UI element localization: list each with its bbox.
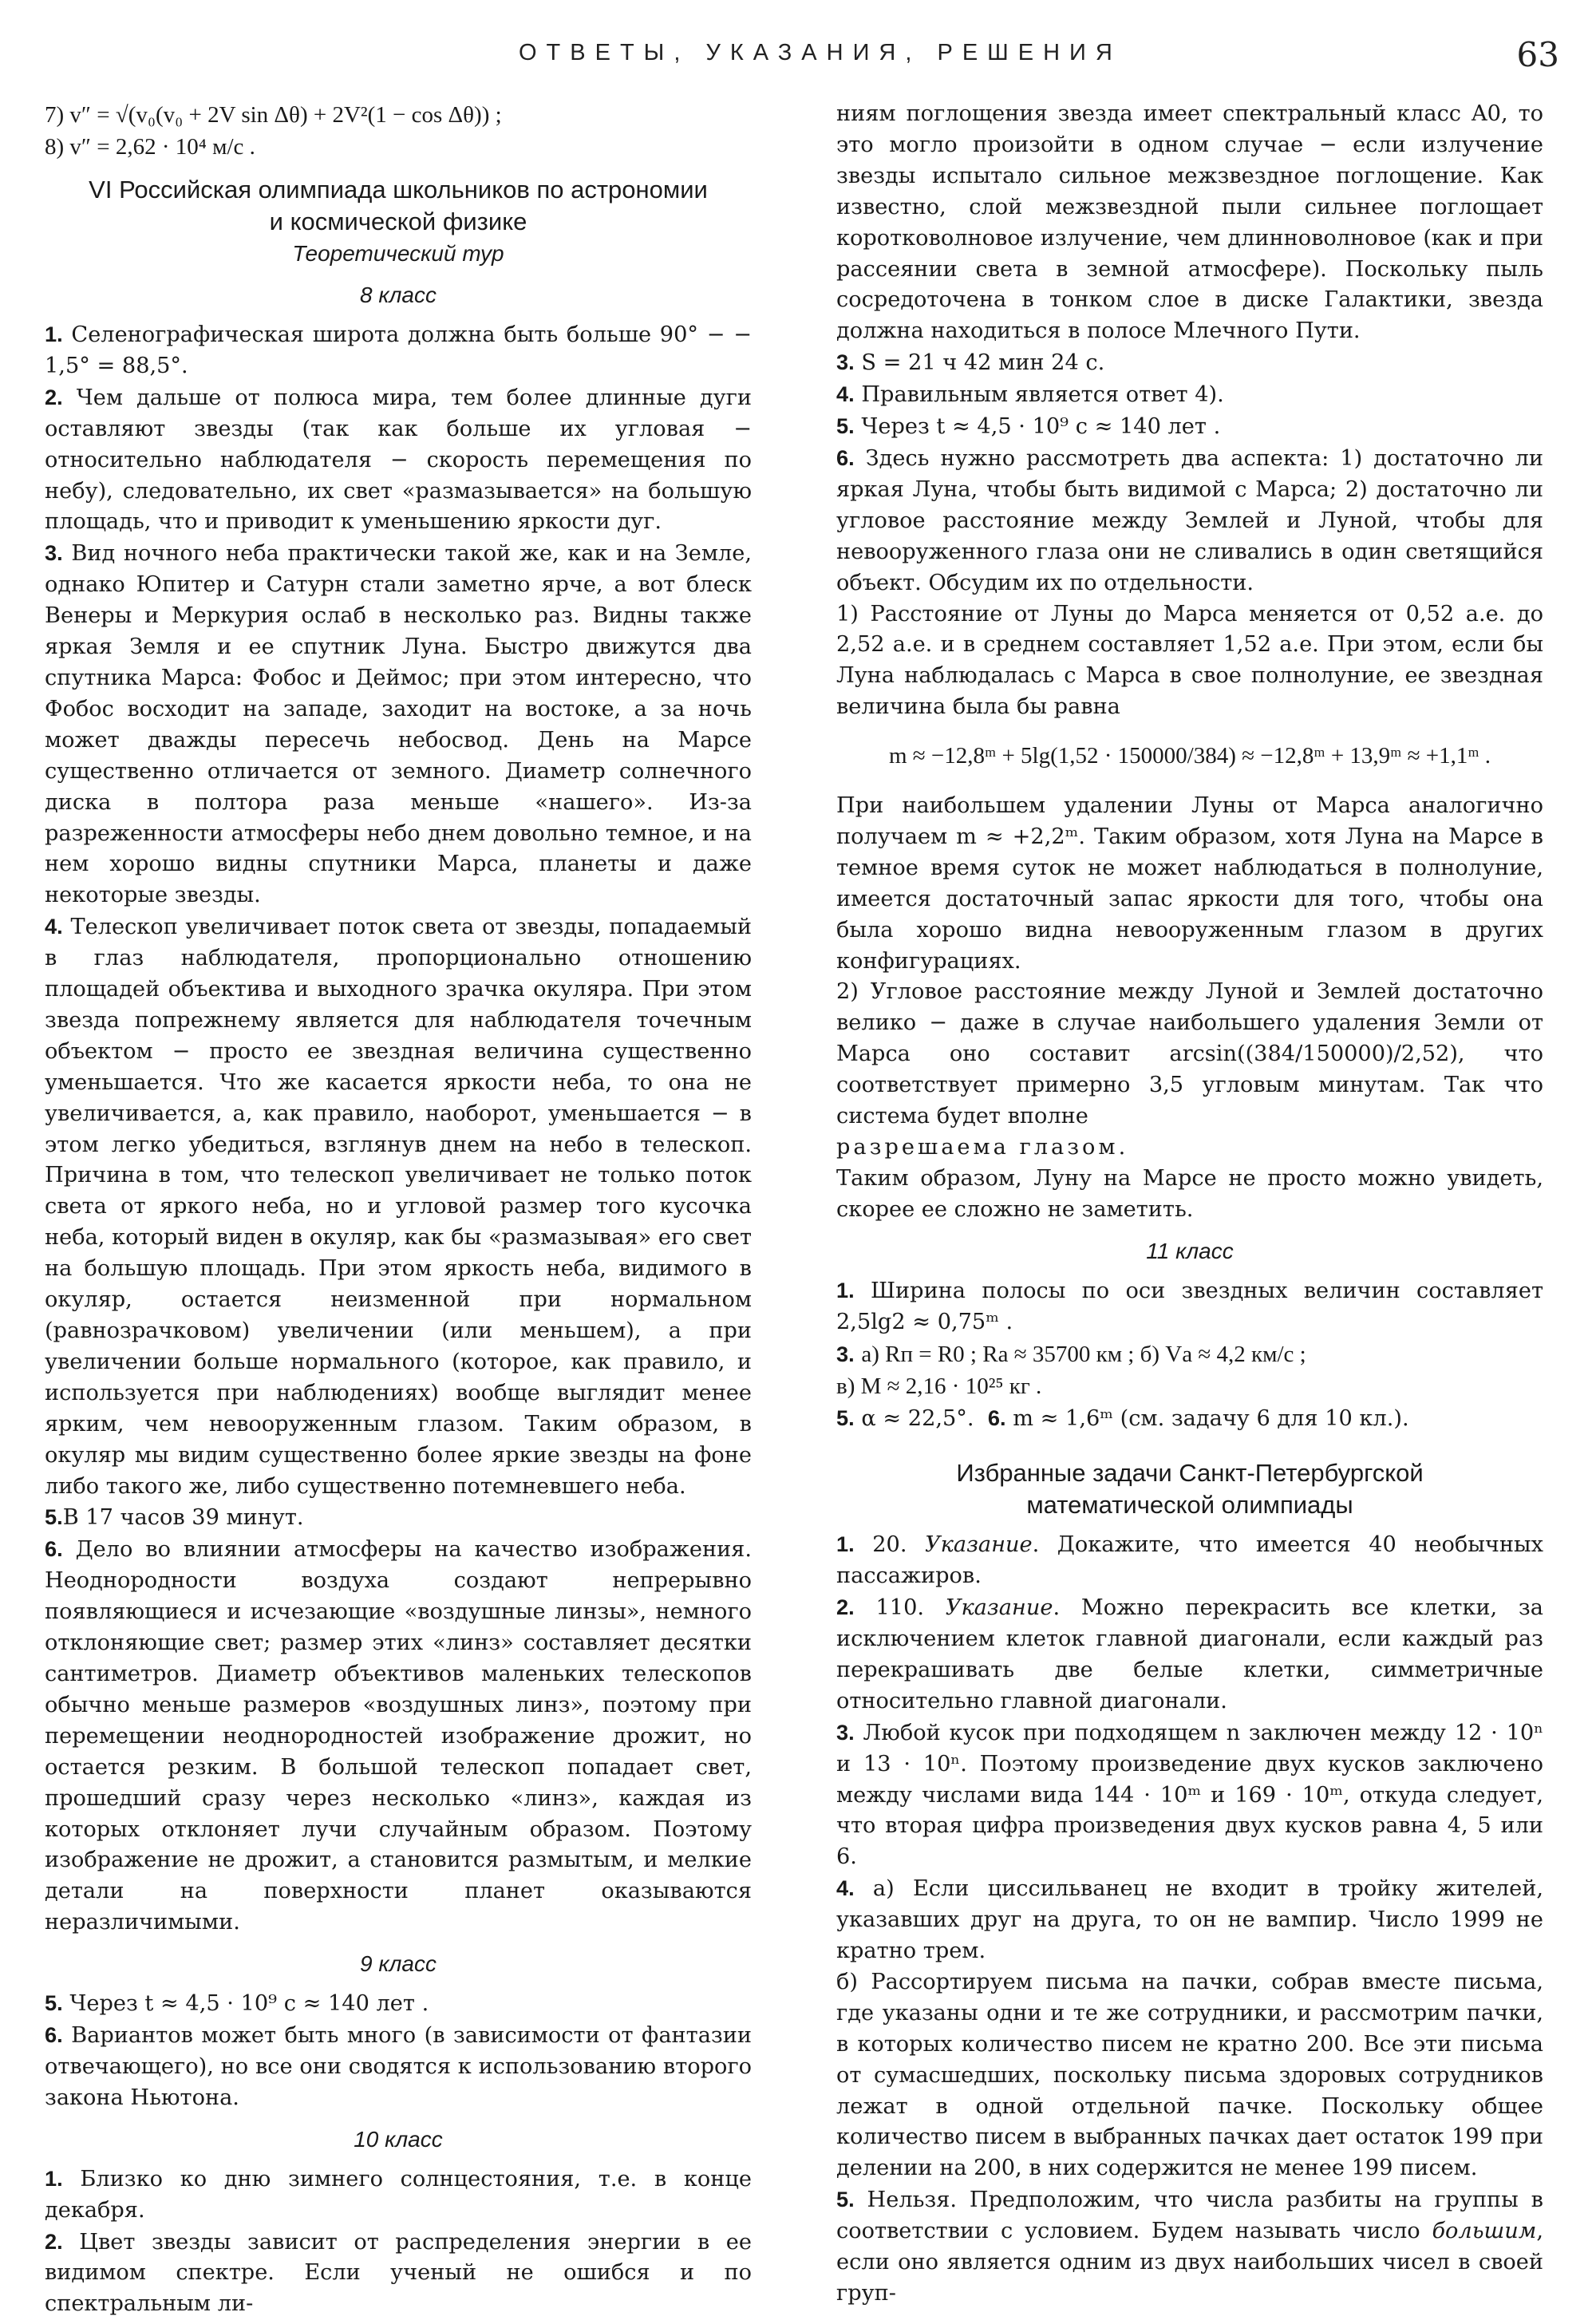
- section-title-2-line-2: математической олимпиады: [1026, 1491, 1353, 1520]
- answer-10-6-conclusion: Таким образом, Луну на Марсе не просто можно увидеть, скорее ее сложно не заметить.: [836, 1165, 1543, 1222]
- answer-number: 5.: [836, 2187, 855, 2212]
- hint-label: Указание: [945, 1595, 1053, 1621]
- answer-8-1: [45, 319, 752, 382]
- right-column: [836, 99, 1543, 2310]
- grade-heading-8: 8 класс: [360, 283, 437, 307]
- answer-number: 3.: [836, 350, 855, 375]
- answer-text: α ≈ 22,5°.: [861, 1406, 974, 1432]
- answer-text: Селенографическая широта должна быть больше 90° − − 1,5° = 88,5°.: [45, 322, 752, 378]
- problem-4: [836, 1873, 1543, 1967]
- answer-text: . Можно перекрасить все клетки, за исключением клеток главной диагонали, если каждый раз перекрашивать две белые клетки, симметричные относительно главной диагонали.: [836, 1595, 1543, 1713]
- grade-heading-9: 9 класс: [360, 1951, 437, 1977]
- answer-text-spaced: разрешаема глазом.: [836, 1135, 1129, 1160]
- answer-text: , если оно является одним из двух наибольших чисел в своей груп-: [836, 2219, 1543, 2306]
- answer-10-6-part-1: 1) Расстояние от Луны до Марса меняется от 0,52 а.е. до 2,52 а.е. и в среднем составляет 1,52 а.е. При этом, если бы Луна наблюдалась с Марса в свое полнолуние, ее звездная величина была бы равна: [836, 601, 1543, 720]
- answer-number: 3.: [836, 1719, 855, 1745]
- problem-4-b: б) Рассортируем письма на пачки, собрав вместе письма, где указаны одни и те же сотрудники, и рассмотрим пачки, в которых количество писем не кратно 200. Все эти письма от сумасшедших, поскольку письма здоровых сотрудников лежат в одной отдельной пачке. Поскольку общее количество писем в выбранных пачках дает остаток 199 при делении на 200, в них содержится не менее 199 писем.: [836, 1969, 1543, 2181]
- formula-magnitude: m ≈ −12,8ᵐ + 5lg(1,52 · 150000/384) ≈ −12,8ᵐ + 13,9ᵐ ≈ +1,1ᵐ .: [888, 743, 1491, 769]
- answer-number: 5.: [836, 1405, 855, 1431]
- answer-10-4: [836, 379, 1543, 411]
- answer-number: 6.: [45, 2022, 63, 2048]
- answer-number: 3.: [45, 540, 63, 566]
- answer-10-1: [45, 2164, 752, 2227]
- answer-10-6-part-2: [836, 977, 1543, 1163]
- answer-text: . Докажите, что имеется 40 необычных пассажиров.: [836, 1532, 1543, 1589]
- answer-value: 110.: [875, 1595, 925, 1621]
- answer-text: 2) Угловое расстояние между Луной и Землей достаточно велико − даже в случае наибольшего удаления Земли от Марса оно составит arcsin((384/150000)/2,52), что соответствует примерно 3,5 угловым минутам. Так что система будет вполне: [836, 979, 1543, 1129]
- answer-number: 6.: [45, 1536, 63, 1562]
- answer-10-6-part-1-cont: При наибольшем удалении Луны от Марса аналогично получаем m ≈ +2,2ᵐ. Таким образом, хотя Луна на Марсе в темное время суток не может наблюдаться в полнолуние, имеется достаточный запас яркости для того, чтобы она была хорошо видна невооруженным глазом в других конфигурациях.: [836, 793, 1543, 974]
- answer-value: 20.: [872, 1532, 907, 1558]
- section-title-line-2: и космической физике: [269, 207, 527, 235]
- problem-1: [836, 1529, 1543, 1592]
- answer-8-6: [45, 1534, 752, 1939]
- answer-number: 1.: [836, 1532, 855, 1557]
- answer-text: Вариантов может быть много (в зависимости от фантазии отвечающего), но все они сводятся к использованию второго закона Ньютона.: [45, 2023, 752, 2110]
- answer-10-5: [836, 411, 1543, 443]
- answer-text: Цвет звезды зависит от распределения энергии в ее видимом спектре. Если ученый не ошибся и по спектральным ли-: [45, 2229, 752, 2317]
- answer-8-5: [45, 1502, 752, 1534]
- answer-10-3: [836, 347, 1543, 379]
- answer-text: Ширина полосы по оси звездных величин составляет 2,5lg2 ≈ 0,75ᵐ .: [836, 1278, 1543, 1334]
- answer-text: Через t ≈ 4,5 · 10⁹ с ≈ 140 лет .: [69, 1991, 429, 2017]
- answer-number: 1.: [45, 2165, 63, 2191]
- answer-number: 4.: [836, 381, 855, 407]
- answer-number: 2.: [45, 384, 63, 409]
- answer-text: Близко ко дню зимнего солнцестояния, т.е. в конце декабря.: [45, 2166, 752, 2223]
- formula-8: 8) v″ = 2,62 · 10⁴ м/с .: [45, 134, 255, 160]
- answer-text: Правильным является ответ 4).: [861, 382, 1224, 408]
- answer-text: Здесь нужно рассмотреть два аспекта: 1) достаточно ли яркая Луна, чтобы быть видимой с Марса; 2) достаточно ли угловое расстояние между Землей и Луной, чтобы для невооруженного глаза они не сливались в один светящийся объект. Обсудим их по отдельности.: [836, 445, 1543, 595]
- answer-text: m ≈ 1,6ᵐ (см. задачу 6 для 10 кл.).: [1013, 1406, 1409, 1432]
- page-number: 63: [1516, 35, 1559, 74]
- problem-3: [836, 1717, 1543, 1874]
- section-title: [45, 174, 752, 238]
- answer-text: Телескоп увеличивает поток света от звезды, попадаемый в глаз наблюдателя, пропорционально отношению площадей объектива и выходного зрачка окуляра. При этом звезда попрежнему является для наблюдателя точечным объектом − просто ее звездная величина существенно уменьшается. Что же касается яркости неба, то она не увеличивается, а, как правило, наоборот, уменьшается − в этом легко убедиться, взглянув днем на небо в телескоп. Причина в том, что телескоп увеличивает не только поток света от яркого неба, но и угловой размер того кусочка неба, который виден в окуляр, как бы «размазывая» его свет на большую площадь. При этом яркость неба, видимого в окуляр, остается неизменной при нормальном (равнозрачковом) увеличении (или меньшем), а при увеличении больше нормального (которое, как правило, и используется при наблюдениях) вообще выглядит менее ярким, чем невооруженным глазом. Таким образом, в окуляр мы видим существенно более яркие звезды на фоне либо такого же, либо существенно потемневшего неба.: [45, 915, 752, 1499]
- answer-8-4: [45, 911, 752, 1502]
- problem-2: [836, 1592, 1543, 1717]
- answer-number: 5.: [45, 1990, 63, 2016]
- answer-text: Через t ≈ 4,5 · 10⁹ с ≈ 140 лет .: [861, 414, 1221, 440]
- answer-text: В 17 часов 39 минут.: [62, 1505, 304, 1531]
- answer-10-6: [836, 443, 1543, 599]
- answer-text: а) Rп = R0 ; Rа ≈ 35700 км ; б) Vа ≈ 4,2 км/с ;: [861, 1341, 1306, 1367]
- answer-number: 4.: [836, 1875, 855, 1901]
- answer-number: 6.: [836, 445, 855, 470]
- answer-8-3: [45, 538, 752, 911]
- answer-number: 6.: [987, 1405, 1006, 1431]
- section-title-line-1: VI Российская олимпиада школьников по астрономии: [89, 176, 708, 204]
- answer-number: 3.: [836, 1341, 855, 1366]
- answer-11-1: [836, 1275, 1543, 1338]
- answer-number: 4.: [45, 914, 63, 939]
- formula-7: 7) v″ = √(v₀(v₀ + 2V sin Δθ) + 2V²(1 − cos Δθ)) ;: [45, 102, 502, 128]
- answer-number: 5.: [836, 413, 855, 439]
- answer-11-3: [836, 1338, 1543, 1404]
- answer-text: Чем дальше от полюса мира, тем более длинные дуги оставляют звезды (так как больше их угловая − относительно наблюдателя − скорость перемещения по небу), следовательно, их свет «размазывается» на большую площадь, что и приводит к уменьшению яркости дуг.: [45, 385, 752, 535]
- section-subtitle: Теоретический тур: [292, 241, 504, 266]
- section-title-2: [836, 1457, 1543, 1521]
- answer-text: Дело во влиянии атмосферы на качество изображения. Неоднородности воздуха создают непрерывно появляющиеся и исчезающие «воздушные линзы», немного отклоняющие свет; размер этих «линз» составляет десятки сантиметров. Диаметр объективов маленьких телескопов обычно меньше размеров «воздушных линз», поэтому при перемещении неоднородностей изображение дрожит, но остается резким. В большой телескоп попадает свет, прошедший сразу через несколько «линз», каждая из которых отклоняет лучи случайным образом. Поэтому изображение не дрожит, а становится размытым, и мелкие детали на поверхности планет оказываются неразличимыми.: [45, 1537, 752, 1935]
- grade-heading-10: 10 класс: [354, 2126, 443, 2152]
- left-column: [45, 99, 752, 2320]
- answer-text: в) M ≈ 2,16 · 10²⁵ кг .: [836, 1373, 1042, 1400]
- answer-9-6: [45, 2020, 752, 2114]
- answer-number: 1.: [836, 1277, 855, 1302]
- answer-text: Нельзя. Предположим, что числа разбиты на группы в соответствии с условием. Будем называть число: [836, 2188, 1543, 2244]
- answer-number: 5.: [45, 1504, 63, 1530]
- answer-text: а) Если циссильванец не входит в тройку жителей, указавших друг на друга, то он не вампир. Число 1999 не кратно трем.: [836, 1876, 1543, 1964]
- problem-5: [836, 2184, 1543, 2310]
- page-header: [0, 35, 1596, 80]
- answer-text: Вид ночного неба практически такой же, как и на Земле, однако Юпитер и Сатурн стали заметно ярче, а вот блеск Венеры и Меркурия ослаб в несколько раз. Видны также яркая Земля и ее спутник Луна. Быстро движутся два спутника Марса: Фобос и Деймос; при этом интересно, что Фобос восходит на западе, заходит на востоке, а за ночь может дважды пересечь небосвод. День на Марсе существенно отличается от земного. Диаметр солнечного диска в полтора раза меньше «нашего». Из-за разреженности атмосферы небо днем довольно темное, и на нем хорошо видны спутники Марса, планеты и даже некоторые звезды.: [45, 541, 752, 908]
- answer-text: S = 21 ч 42 мин 24 с.: [861, 350, 1105, 376]
- answer-10-2-continued: ниям поглощения звезда имеет спектральный класс A0, то это могло произойти в одном случае − если излучение звезды испытало сильное межзвездное поглощение. Как известно, слой межзвездной пыли сильнее поглощает коротковолновое излучение, чем длинноволновое (как и при рассеянии света в земной атмосфере). Поскольку пыль сосредоточена в тонком слое в диске Галактики, звезда должна находиться в полосе Млечного Пути.: [836, 101, 1543, 344]
- answer-text: Любой кусок при подходящем n заключен между 12 · 10ⁿ и 13 · 10ⁿ. Поэтому произведение двух кусков заключено между числами вида 144 · 10ᵐ и 169 · 10ᵐ, откуда следует, что вторая цифра произведения двух кусков равна 4, 5 или 6.: [836, 1720, 1543, 1870]
- answer-number: 2.: [836, 1595, 855, 1620]
- grade-heading-11: 11 класс: [1146, 1238, 1234, 1263]
- emphasis: большим: [1432, 2219, 1537, 2244]
- answer-11-5-6: [836, 1403, 1543, 1435]
- answer-9-5: [45, 1988, 752, 2020]
- answer-8-2: [45, 382, 752, 539]
- answer-10-2: [45, 2227, 752, 2320]
- hint-label: Указание: [925, 1532, 1033, 1558]
- running-head: ОТВЕТЫ, УКАЗАНИЯ, РЕШЕНИЯ: [519, 40, 1122, 65]
- answer-number: 1.: [45, 322, 63, 346]
- section-title-2-line-1: Избранные задачи Санкт-Петербургской: [956, 1459, 1424, 1488]
- answer-number: 2.: [45, 2228, 63, 2254]
